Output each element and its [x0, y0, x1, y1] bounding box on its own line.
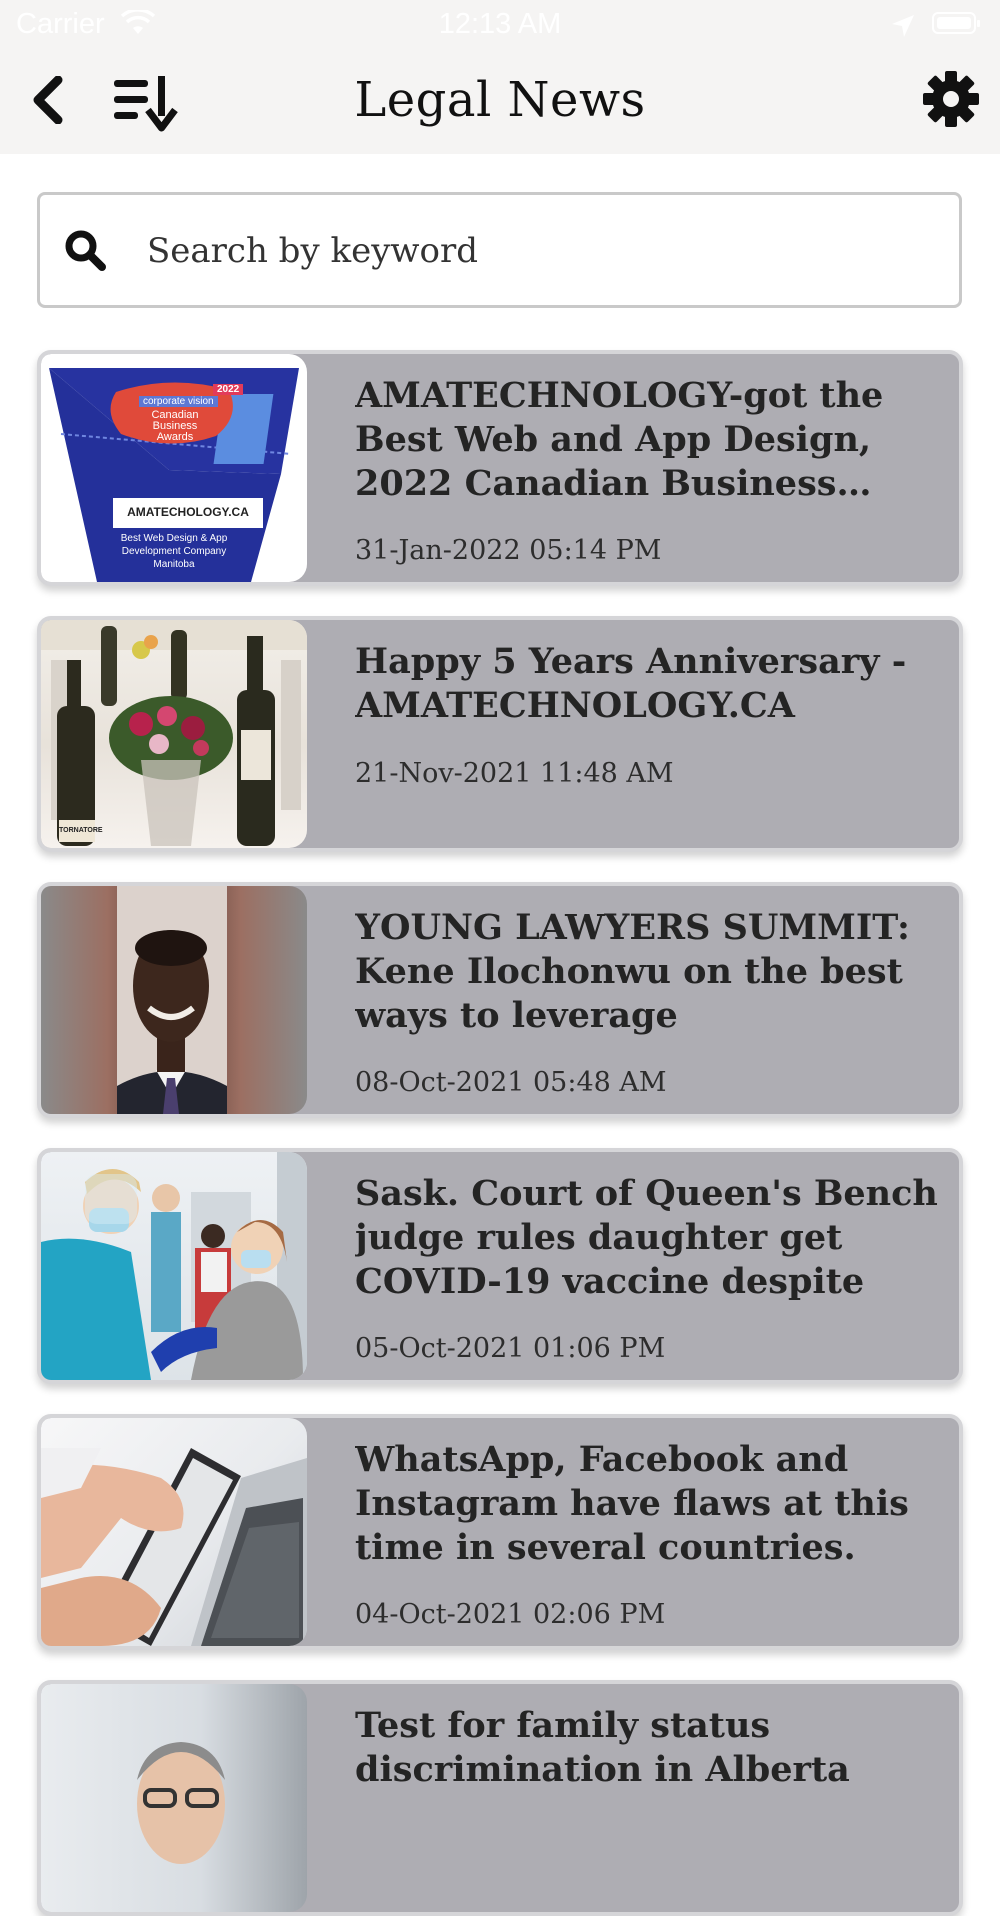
article-thumbnail-wine-table — [41, 620, 307, 848]
award-brand: AMATECHOLOGY.CA — [127, 505, 249, 519]
search-box — [37, 192, 962, 308]
nav-bar — [0, 50, 1000, 154]
battery-icon — [932, 12, 976, 34]
status-bar — [0, 0, 1000, 50]
award-year: 2022 — [213, 384, 243, 395]
article-title: Happy 5 Years Anniversary - AMATECHNOLOGY.CA — [355, 641, 907, 726]
news-card[interactable] — [37, 1680, 963, 1916]
search-icon — [64, 229, 108, 273]
page-title: Legal News — [354, 72, 646, 128]
article-title: YOUNG LAWYERS SUMMIT: Kene Ilochonwu on the best ways to leverage — [355, 907, 910, 1036]
status-time: 12:13 AM — [438, 8, 562, 40]
news-card[interactable] — [37, 1414, 963, 1650]
article-thumbnail-phone — [41, 1418, 307, 1646]
article-thumbnail-award — [41, 354, 307, 582]
article-title: WhatsApp, Facebook and Instagram have flaws at this time in several countries. — [355, 1439, 909, 1568]
news-card[interactable] — [37, 616, 963, 852]
gear-icon[interactable] — [922, 70, 980, 128]
article-title: Test for family status discrimination in Alberta — [355, 1705, 850, 1790]
article-title: AMATECHNOLOGY-got the Best Web and App Design, 2022 Canadian Business — [355, 375, 884, 504]
article-date: 21-Nov-2021 11:48 AM — [355, 758, 674, 789]
article-thumbnail-portrait — [41, 886, 307, 1114]
bottle-label: TORNATORE — [59, 827, 103, 834]
article-date: 31-Jan-2022 05:14 PM — [355, 535, 662, 566]
location-arrow-icon — [890, 13, 916, 39]
award-caption: Best Web Design & App Development Company Manitoba — [120, 533, 228, 570]
news-card[interactable] — [37, 350, 963, 586]
search-input[interactable] — [145, 197, 929, 305]
article-date: 08-Oct-2021 05:48 AM — [355, 1067, 667, 1098]
news-card[interactable] — [37, 1148, 963, 1384]
award-name: Canadian Business Awards — [151, 409, 199, 443]
article-date: 05-Oct-2021 01:06 PM — [355, 1333, 666, 1364]
article-title: Sask. Court of Queen's Bench judge rules daughter get COVID-19 vaccine despite — [355, 1173, 938, 1302]
article-thumbnail-vaccine — [41, 1152, 307, 1380]
article-thumbnail-portrait — [41, 1684, 307, 1912]
carrier-label: Carrier — [16, 8, 105, 40]
award-badge: corporate vision — [139, 396, 218, 407]
news-card[interactable] — [37, 882, 963, 1118]
article-date: 04-Oct-2021 02:06 PM — [355, 1599, 666, 1630]
